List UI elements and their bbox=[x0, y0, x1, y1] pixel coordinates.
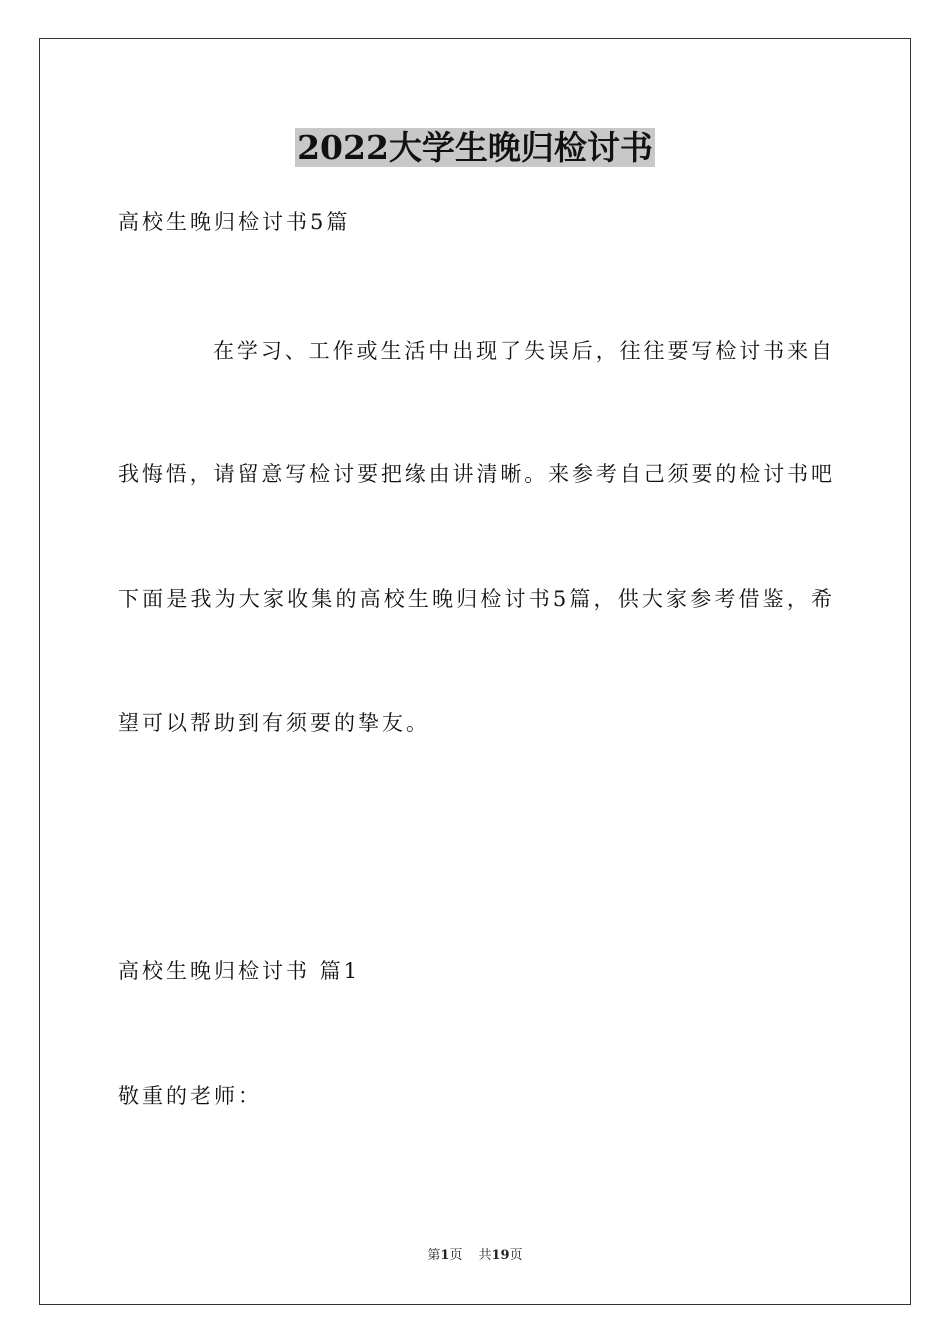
document-title bbox=[0, 128, 950, 168]
page-footer bbox=[0, 1247, 950, 1265]
document-title-text: 2022大学生晚归检讨书 bbox=[297, 128, 653, 167]
intro-line-3: 下面是我为大家收集的高校生晚归检讨书5篇，供大家参考借鉴，希 bbox=[118, 587, 832, 611]
intro-line-1: 在学习、工作或生活中出现了失误后，往往要写检讨书来自 bbox=[213, 339, 832, 363]
page-total: 19 bbox=[491, 1248, 510, 1263]
total-unit: 页 bbox=[509, 1248, 523, 1263]
intro-line-4: 望可以帮助到有须要的挚友。 bbox=[118, 711, 430, 735]
page-prefix: 第 bbox=[427, 1248, 441, 1263]
document-subtitle: 高校生晚归检讨书5篇 bbox=[118, 210, 351, 234]
page-current: 1 bbox=[440, 1248, 450, 1263]
total-prefix: 共 bbox=[478, 1248, 492, 1263]
salutation: 敬重的老师： bbox=[118, 1084, 262, 1108]
section-heading: 高校生晚归检讨书 篇1 bbox=[118, 959, 361, 983]
page-unit: 页 bbox=[449, 1248, 463, 1263]
intro-line-2: 我悔悟，请留意写检讨要把缘由讲清晰。来参考自己须要的检讨书吧 bbox=[118, 462, 832, 486]
